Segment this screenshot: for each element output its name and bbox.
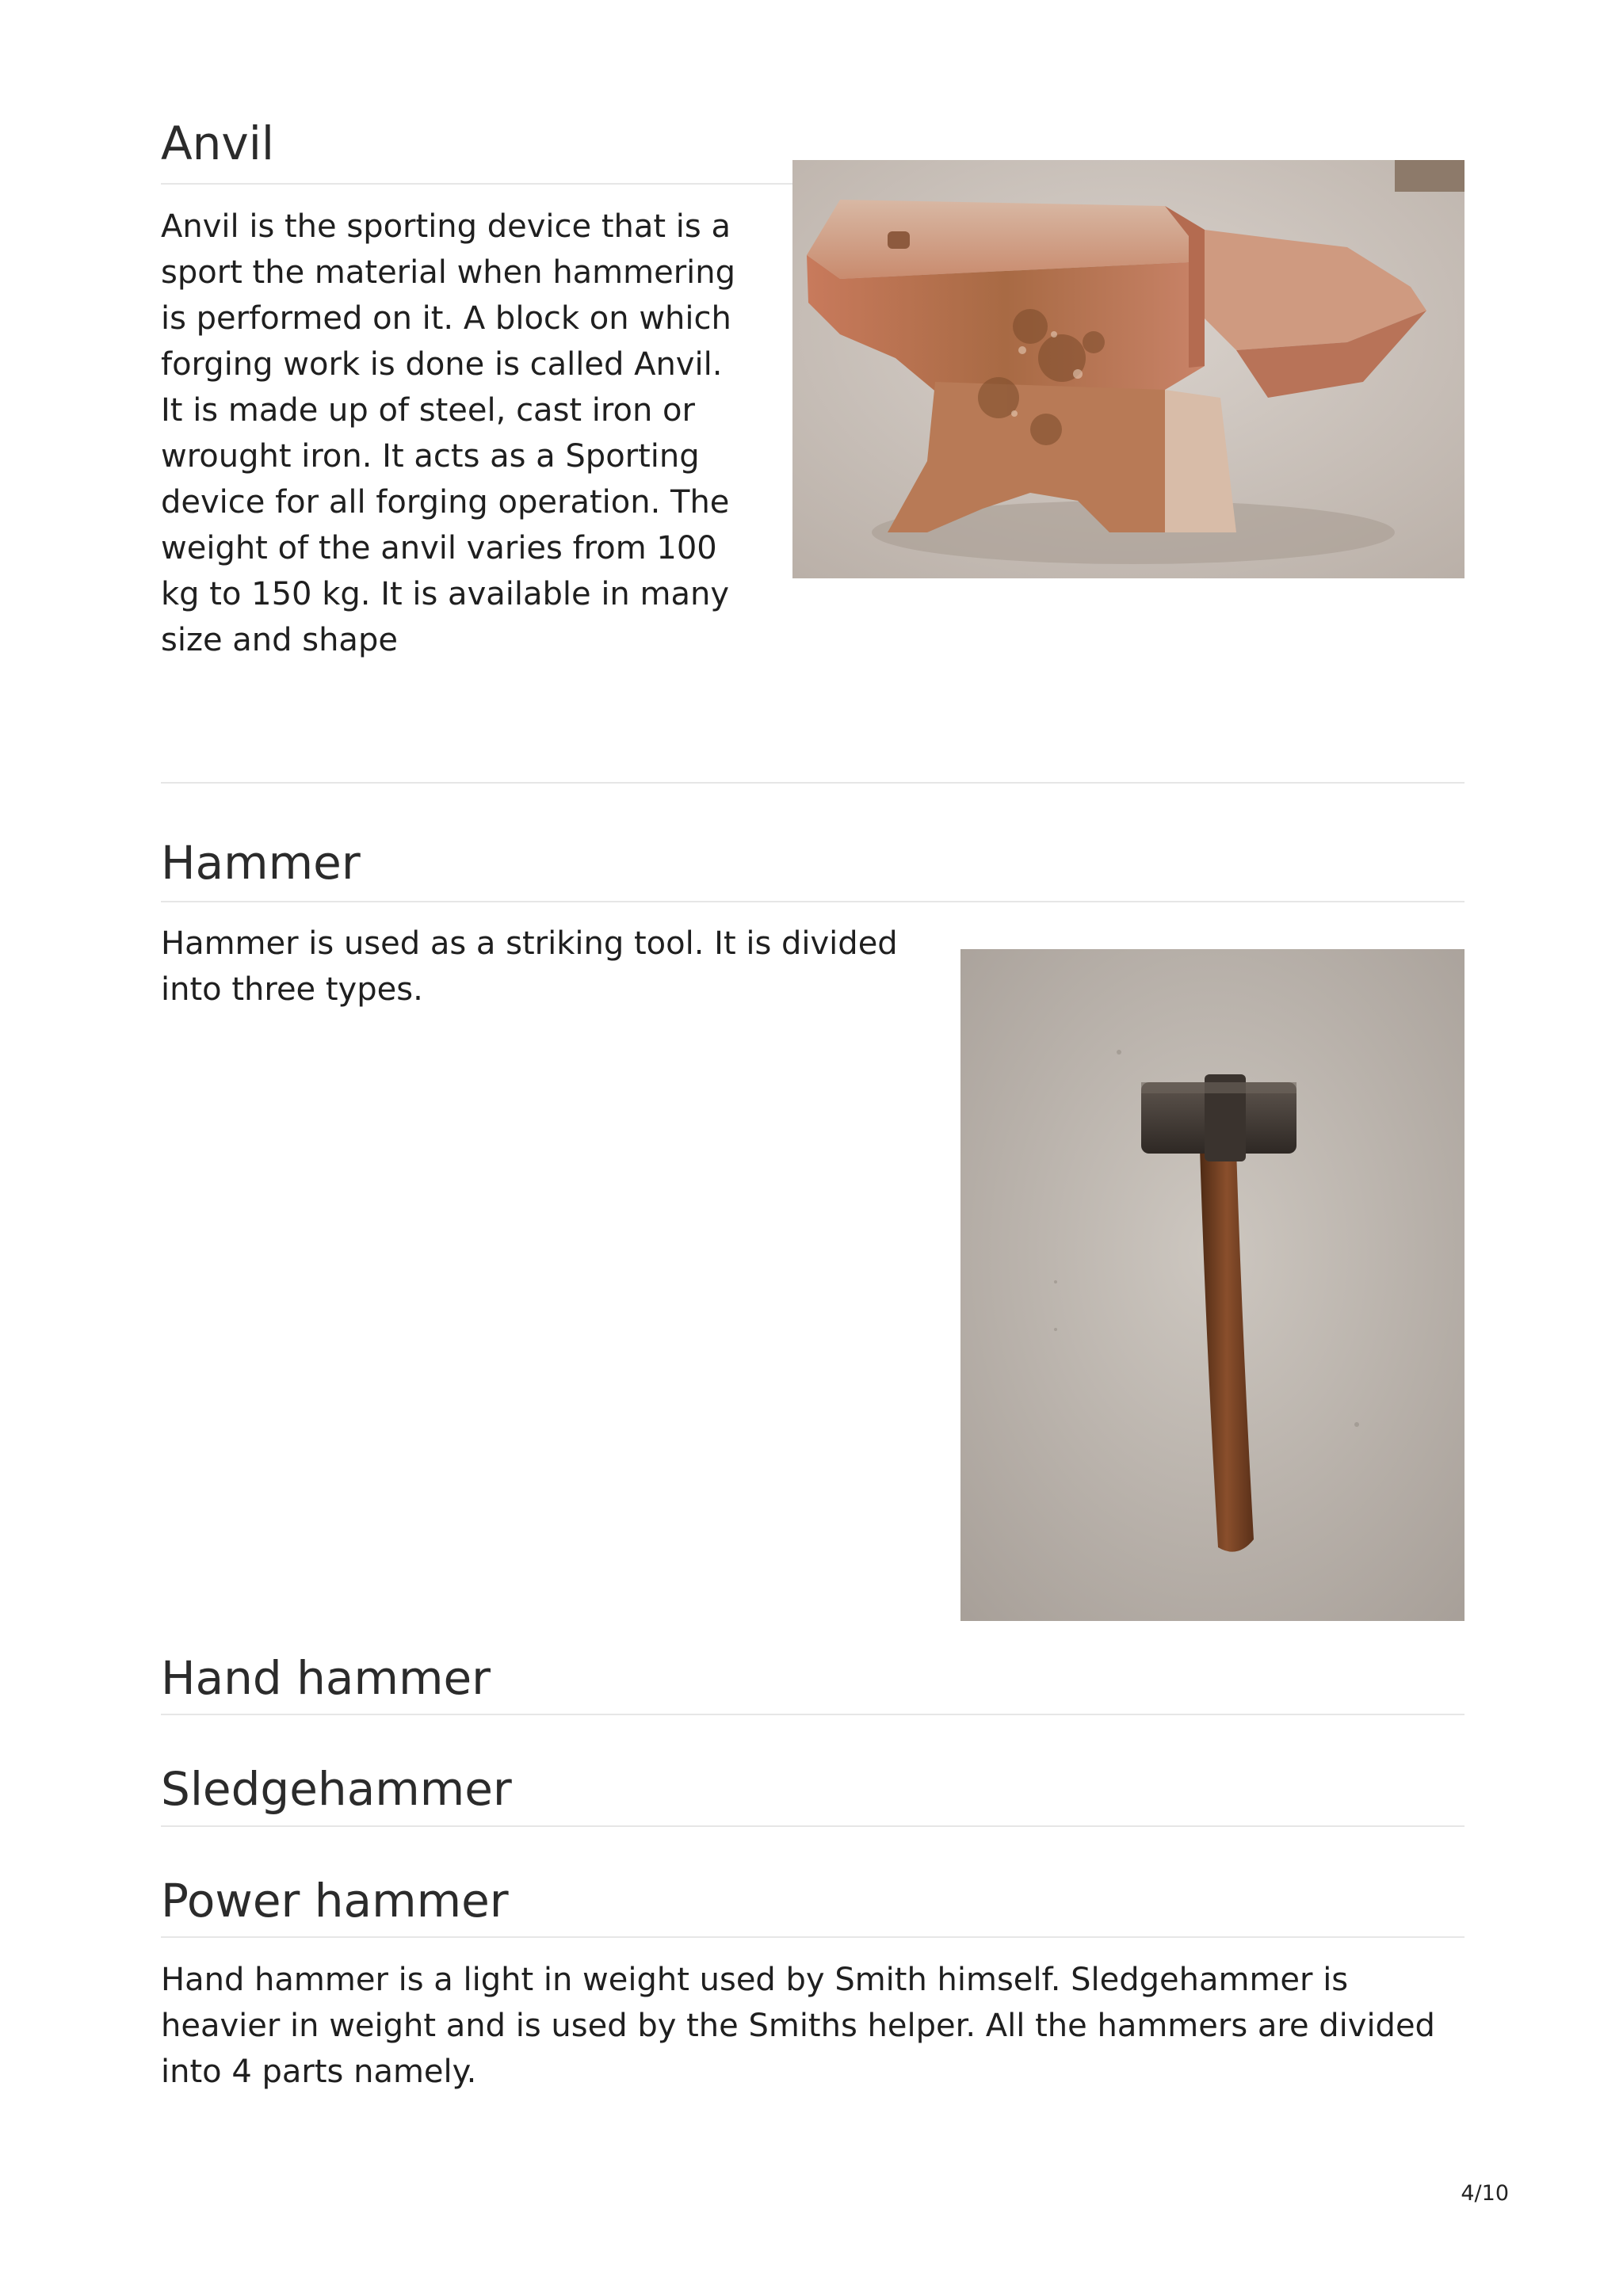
sledgehammer-heading-rule [161,1825,1465,1827]
hammer-photo [960,949,1465,1621]
sledgehammer-heading: Sledgehammer [161,1762,512,1816]
page-number: 4/10 [1461,2181,1509,2206]
hammer-heading-rule [161,901,1465,902]
anvil-body-text: Anvil is the sporting device that is a sport the material when hammering is performed on it. A block on which forging work is done is called Anvil. It is made up of steel, cast iron or wrought iron. It acts as a Sporting device for all forging operation. The weight of the anvil varies from 100 kg to 150 kg. It is available in many size and shape [161,208,736,658]
power-hammer-body-text: Hand hammer is a light in weight used by Smith himself. Sledgehammer is heavier in weight and is used by the Smiths helper. All the hammers are divided into 4 parts namely. [161,1962,1435,2090]
anvil-photo [792,160,1465,578]
section-divider [161,782,1465,784]
anvil-heading-rule [161,183,795,185]
hammer-body-text: Hammer is used as a striking tool. It is divided into three types. [161,925,898,1008]
hammer-heading: Hammer [161,836,361,890]
hand-hammer-heading-rule [161,1714,1465,1715]
power-hammer-heading-rule [161,1936,1465,1938]
hand-hammer-heading: Hand hammer [161,1651,491,1705]
power-hammer-heading: Power hammer [161,1874,509,1928]
anvil-heading: Anvil [161,116,274,170]
